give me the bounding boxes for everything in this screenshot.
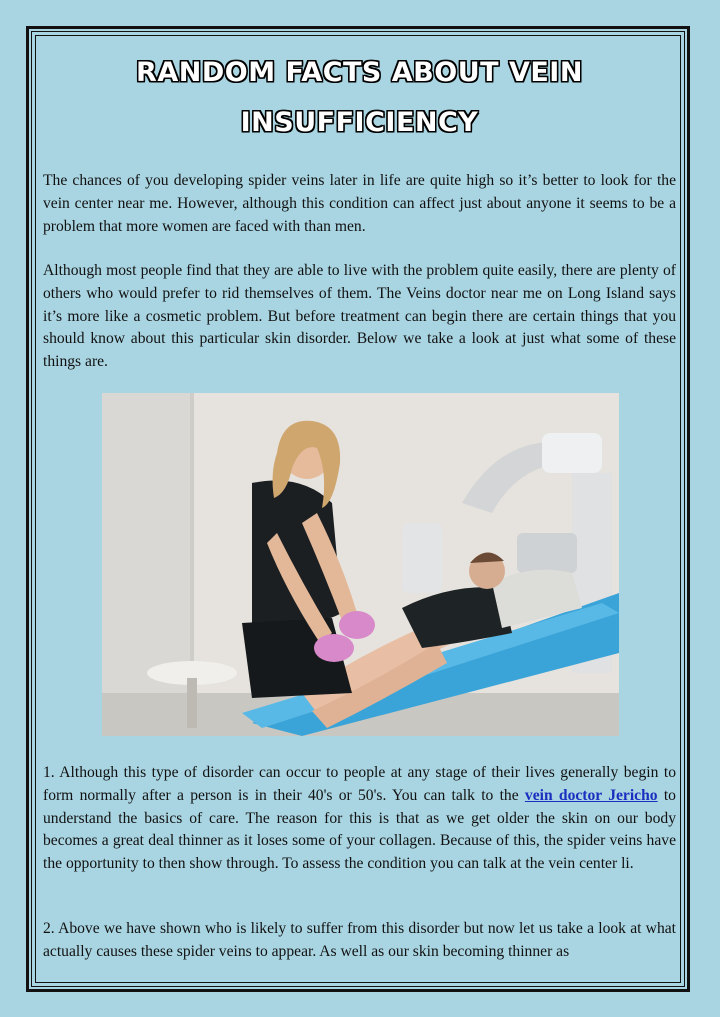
- vein-doctor-jericho-link[interactable]: vein doctor Jericho: [524, 786, 658, 804]
- clinic-photo: [102, 393, 619, 736]
- paragraph-fact-1: [43, 762, 676, 876]
- title-line-2: INSUFFICIENCY: [240, 107, 479, 138]
- fact-1-text-before: 1. Although this type of disorder can occur to people at any stage of their lives generally begin to form normally after a person is in their 40's or 50's. You can talk to the: [43, 764, 676, 804]
- paragraph-treatment: Although most people find that they are able to live with the problem quite easily, there are plenty of others who would prefer to rid themselves of them. The Veins doctor near me on Long Island says it’s more like a cosmetic problem. But before treatment can begin there are certain things that you should know about this particular skin disorder. Below we take a look at just what some of these things are.: [43, 262, 676, 371]
- paragraph-intro: The chances of you developing spider veins later in life are quite high so it’s better to look for the vein center near me. However, although this condition can affect just about anyone it seems to be a problem that more women are faced with than men.: [43, 172, 676, 235]
- clinic-photo-illustration: [102, 393, 619, 736]
- fact-1-text-after: to understand the basics of care. The reason for this is that as we get older the skin on our body becomes a great deal thinner as it loses some of your collagen. Because of this, the spider veins have the opportunity to then show through. To assess the condition you can talk at the vein center li.: [43, 786, 676, 873]
- paragraph-fact-2: 2. Above we have shown who is likely to suffer from this disorder but now let us take a look at what actually causes these spider veins to appear. As well as our skin becoming thinner as: [43, 920, 676, 960]
- document-content: [43, 44, 676, 960]
- title-line-1: RANDOM FACTS ABOUT VEIN: [136, 57, 583, 88]
- page-title: [43, 48, 676, 148]
